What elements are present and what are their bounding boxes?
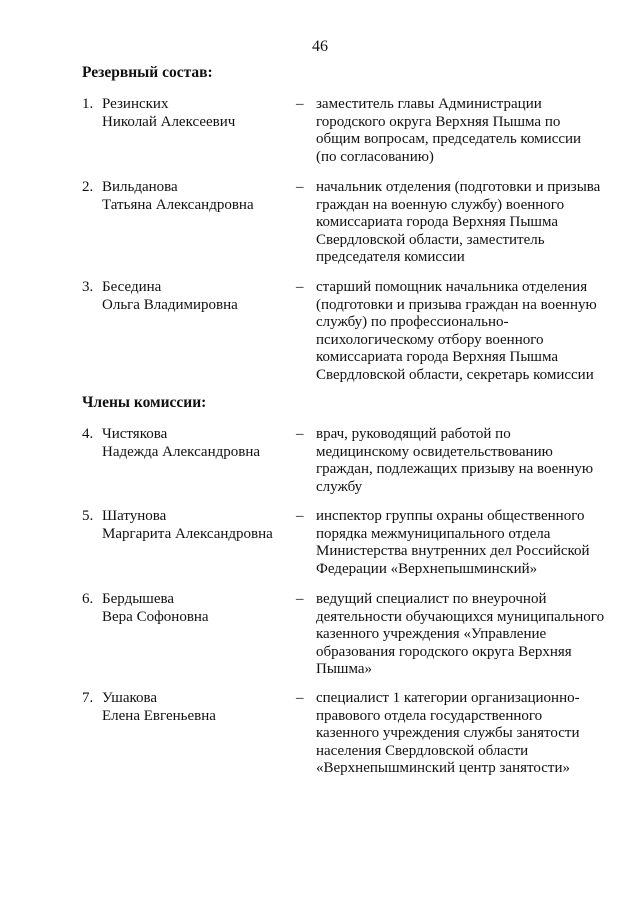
member-surname: Резинских (102, 96, 169, 112)
member-name (102, 279, 282, 314)
member-surname: Бердышева (102, 591, 175, 607)
member-role (316, 508, 616, 578)
member-surname: Чистякова (102, 426, 168, 442)
role-line: инспектор группы охраны общественного (316, 508, 585, 524)
member-given-name: Маргарита Александровна (102, 525, 273, 542)
member-given-name: Николай Алексеевич (102, 113, 236, 130)
role-line: порядка межмуниципального отдела (316, 525, 551, 542)
role-line: населения Свердловской области (316, 742, 529, 759)
section-title-reserve: Резервный состав: (82, 64, 213, 81)
role-line: специалист 1 категории организационно- (316, 690, 580, 706)
member-name (102, 96, 282, 131)
member-surname: Ушакова (102, 690, 158, 706)
role-line: Федерации «Верхнепышминский» (316, 560, 538, 577)
member-dash: – (296, 179, 304, 195)
member-surname: Шатунова (102, 508, 167, 524)
role-line: Министерства внутренних дел Российской (316, 543, 590, 560)
role-line: медицинскому освидетельствованию (316, 443, 553, 460)
role-line: комиссариата города Верхняя Пышма (316, 349, 558, 366)
member-given-name: Вера Софоновна (102, 608, 209, 625)
section-title-members: Члены комиссии: (82, 394, 207, 411)
member-dash: – (296, 279, 304, 295)
member-dash: – (296, 690, 304, 706)
member-number: 5. (82, 508, 94, 524)
role-line: Свердловской области, секретарь комиссии (316, 366, 594, 383)
role-line: граждан на военную службу) военного (316, 196, 565, 213)
role-line: правового отдела государственного (316, 707, 543, 724)
member-role (316, 591, 616, 679)
role-line: общим вопросам, председатель комиссии (316, 131, 582, 148)
member-role (316, 179, 616, 267)
member-role (316, 279, 616, 385)
role-line: городского округа Верхняя Пышма по (316, 113, 561, 130)
member-given-name: Татьяна Александровна (102, 196, 254, 213)
role-line: ведущий специалист по внеурочной (316, 591, 547, 607)
member-number: 2. (82, 179, 94, 195)
page-number: 46 (312, 38, 328, 55)
role-line: граждан, подлежащих призыву на военную (316, 461, 594, 478)
role-line: заместитель главы Администрации (316, 96, 542, 112)
role-line: (по согласованию) (316, 148, 434, 165)
member-number: 7. (82, 690, 94, 706)
member-dash: – (296, 426, 304, 442)
member-role (316, 96, 616, 166)
role-line: председателя комиссии (316, 249, 465, 266)
role-line: психологическому отбору военного (316, 331, 544, 348)
member-dash: – (296, 96, 304, 112)
member-given-name: Елена Евгеньевна (102, 707, 216, 724)
role-line: казенного учреждения «Управление (316, 626, 547, 643)
role-line: начальник отделения (подготовки и призыва (316, 179, 601, 195)
role-line: Свердловской области, заместитель (316, 231, 545, 248)
role-line: врач, руководящий работой по (316, 426, 511, 442)
member-name (102, 508, 282, 543)
member-given-name: Ольга Владимировна (102, 296, 238, 313)
role-line: «Верхнепышминский центр занятости» (316, 760, 570, 777)
member-number: 6. (82, 591, 94, 607)
member-dash: – (296, 508, 304, 524)
role-line: комиссариата города Верхняя Пышма (316, 214, 558, 231)
member-given-name: Надежда Александровна (102, 443, 260, 460)
member-number: 4. (82, 426, 94, 442)
role-line: (подготовки и призыва граждан на военную (316, 296, 597, 313)
member-number: 3. (82, 279, 94, 295)
member-dash: – (296, 591, 304, 607)
member-role (316, 426, 616, 496)
role-line: старший помощник начальника отделения (316, 279, 588, 295)
member-name (102, 426, 282, 461)
role-line: службу (316, 478, 363, 495)
role-line: Пышма» (316, 661, 373, 678)
role-line: образования городского округа Верхняя (316, 643, 572, 660)
member-surname: Вильданова (102, 179, 178, 195)
role-line: казенного учреждения службы занятости (316, 725, 580, 742)
role-line: деятельности обучающихся муниципального (316, 608, 605, 625)
member-number: 1. (82, 96, 94, 112)
member-name (102, 179, 282, 214)
role-line: службу) по профессионально- (316, 314, 509, 331)
member-name (102, 690, 282, 725)
member-name (102, 591, 282, 626)
member-role (316, 690, 616, 778)
member-surname: Беседина (102, 279, 162, 295)
